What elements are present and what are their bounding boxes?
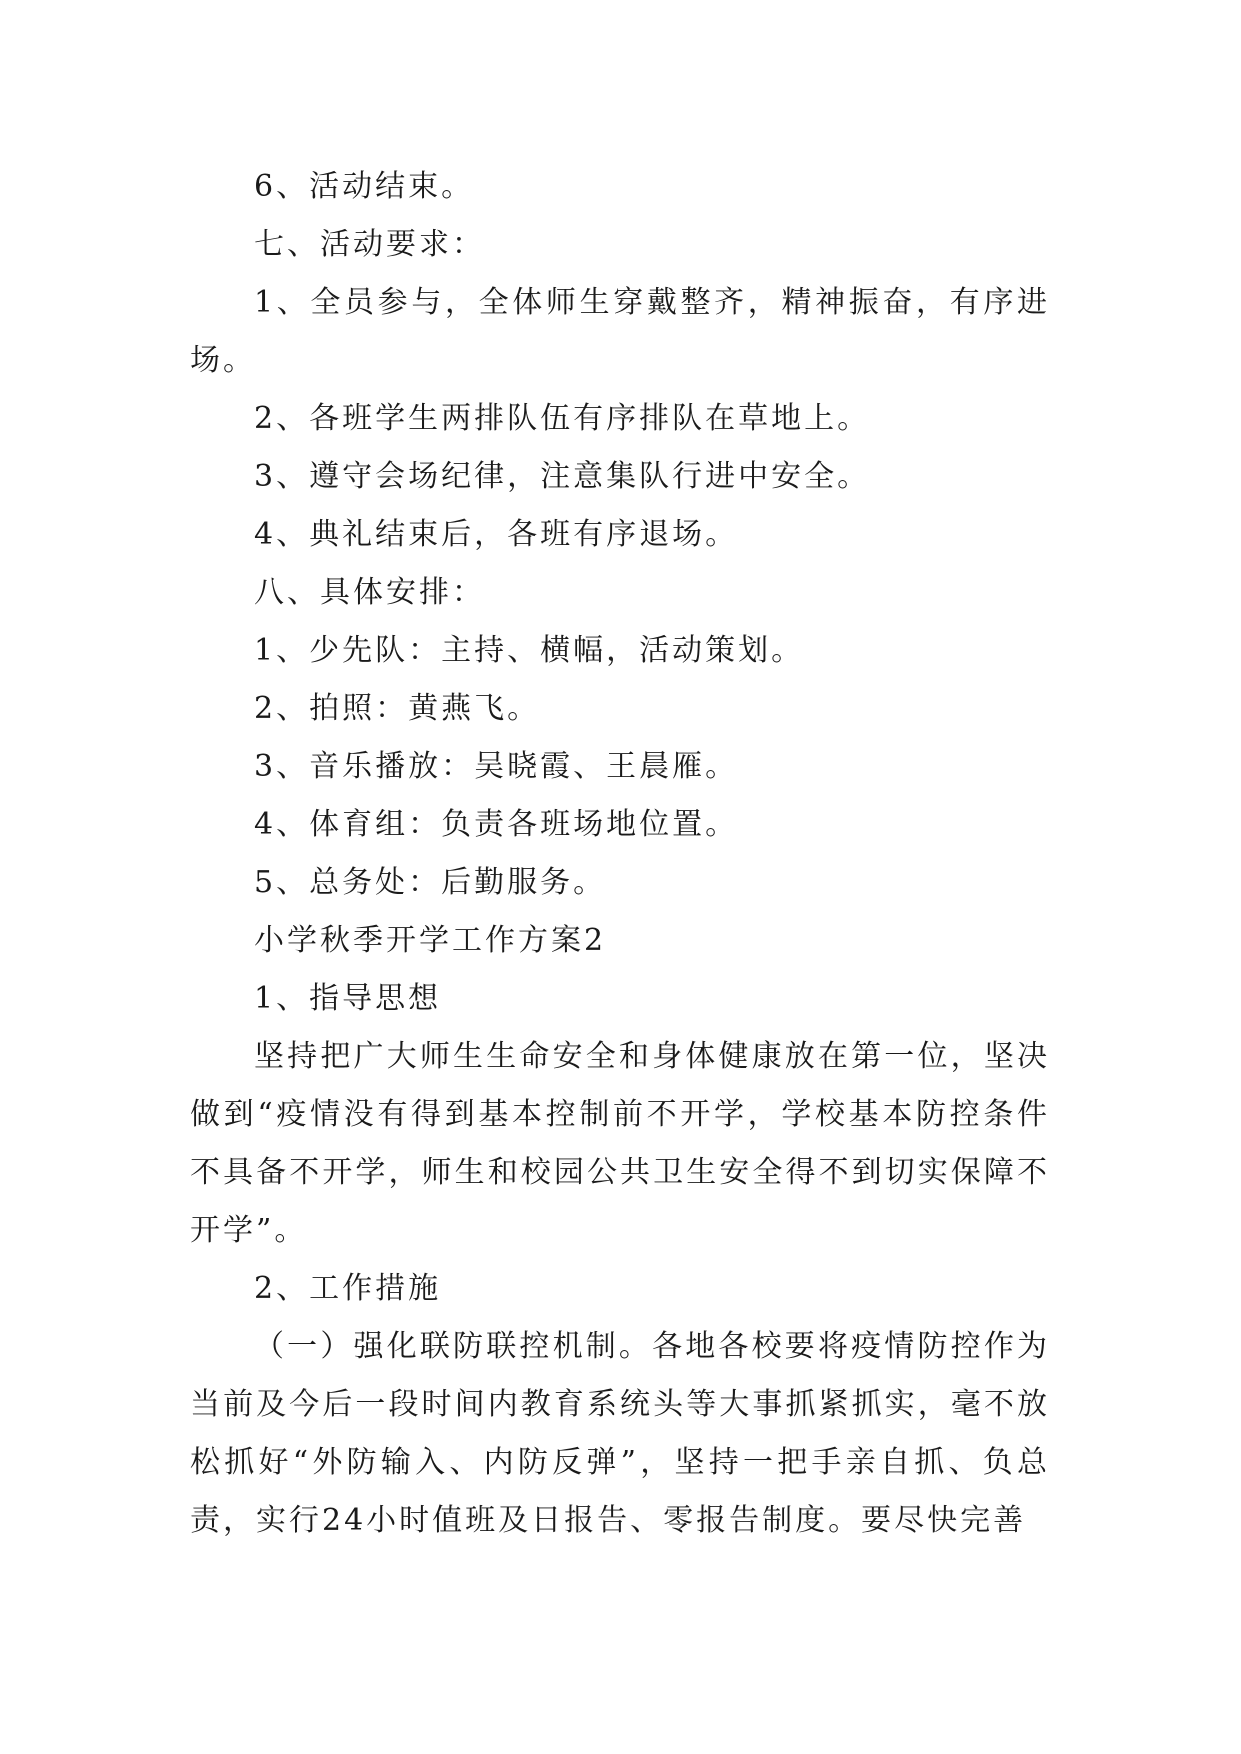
paragraph-requirement-4: 4、典礼结束后，各班有序退场。 (254, 517, 739, 552)
paragraph-activity-end: 6、活动结束。 (254, 169, 475, 204)
paragraph-guiding-ideology: 坚持把广大师生生命安全和身体健康放在第一位，坚决做到“疫情没有得到基本控制前不开学，学校基本防控条件不具备不开学，师生和校园公共卫生安全得不到切实保障不开学”。 (190, 1039, 1050, 1248)
document-body (190, 158, 1050, 1550)
paragraph-arrangement-1: 1、少先队：主持、横幅，活动策划。 (254, 633, 805, 668)
paragraph-arrangement-4: 4、体育组：负责各班场地位置。 (254, 807, 739, 842)
heading-guiding-ideology: 1、指导思想 (254, 981, 442, 1016)
paragraph-requirement-2: 2、各班学生两排队伍有序排队在草地上。 (254, 401, 871, 436)
paragraph-work-measure-1: （一）强化联防联控机制。各地各校要将疫情防控作为当前及今后一段时间内教育系统头等大事抓紧抓实，毫不放松抓好“外防输入、内防反弹”，坚持一把手亲自抓、负总责，实行24小时值班及日报告、零报告制度。要尽快完善 (190, 1329, 1050, 1538)
paragraph-requirement-1: 1、全员参与，全体师生穿戴整齐，精神振奋，有序进场。 (190, 285, 1050, 378)
paragraph-arrangement-3: 3、音乐播放：吴晓霞、王晨雁。 (254, 749, 739, 784)
paragraph-requirement-3: 3、遵守会场纪律，注意集队行进中安全。 (254, 459, 871, 494)
heading-work-measures: 2、工作措施 (254, 1271, 442, 1306)
paragraph-arrangement-5: 5、总务处：后勤服务。 (254, 865, 607, 900)
paragraph-arrangement-2: 2、拍照：黄燕飞。 (254, 691, 541, 726)
heading-activity-requirements: 七、活动要求： (254, 227, 485, 262)
section-title-plan-2: 小学秋季开学工作方案2 (254, 923, 607, 958)
heading-specific-arrangements: 八、具体安排： (254, 575, 485, 610)
